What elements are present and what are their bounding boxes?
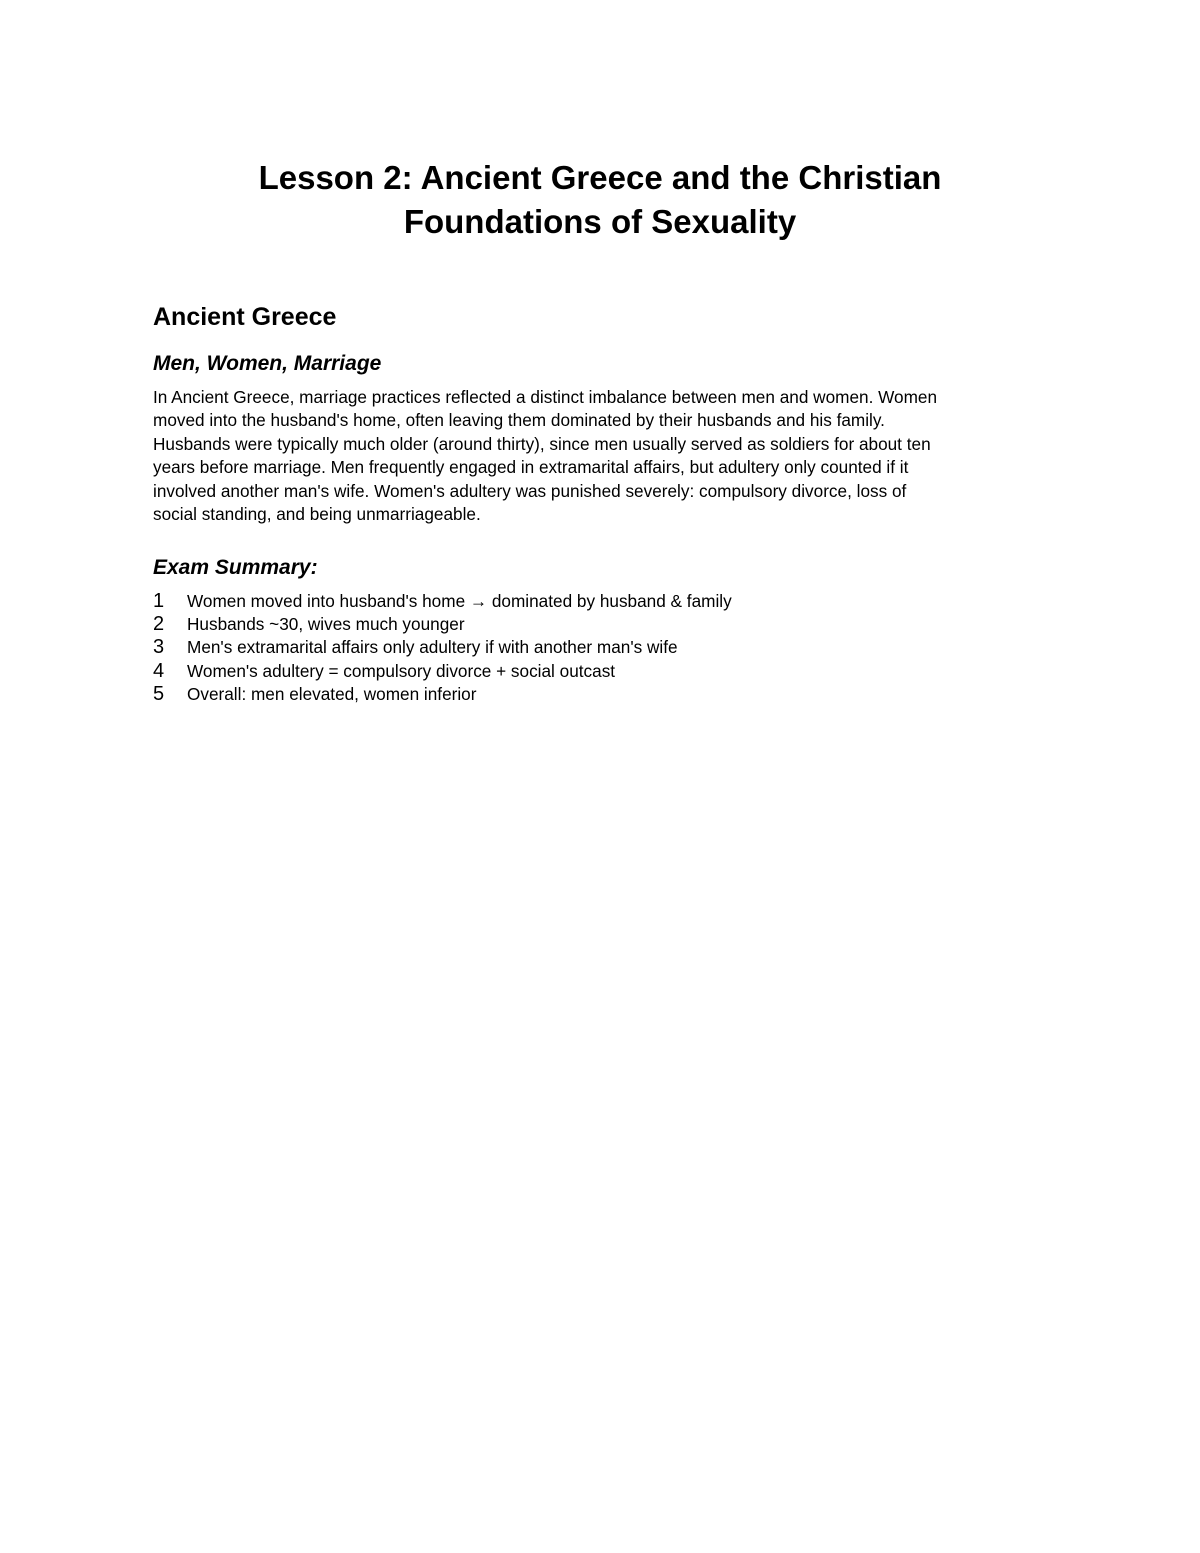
subheading-exam-summary: Exam Summary: [153, 556, 318, 579]
list-item-number: 5 [153, 682, 165, 705]
section-heading: Ancient Greece [153, 303, 337, 331]
list-item [153, 636, 732, 659]
title-line-2: Foundations of Sexuality [403, 203, 797, 240]
paragraph-line: years before marriage. Men frequently engaged in extramarital affairs, but adultery only counted if it [153, 457, 909, 478]
list-item-number: 1 [153, 590, 165, 612]
list-item-text: Husbands ~30, wives much younger [187, 614, 465, 635]
list-item-text: Women's adultery = compulsory divorce + social outcast [187, 660, 616, 681]
list-item [153, 660, 732, 683]
subheading-men-women-marriage: Men, Women, Marriage [153, 352, 382, 375]
list-item-text: Overall: men elevated, women inferior [187, 683, 477, 704]
list-item-number: 2 [153, 613, 165, 636]
document-title [0, 156, 1200, 244]
paragraph-line: involved another man's wife. Women's adultery was punished severely: compulsory divorce, loss of [153, 480, 907, 501]
paragraph-line: social standing, and being unmarriageable. [153, 504, 481, 525]
paragraph-line: Husbands were typically much older (around thirty), since men usually served as soldiers for about ten [153, 433, 931, 454]
paragraph-line: moved into the husband's home, often leaving them dominated by their husbands and his family. [153, 410, 885, 431]
list-item [153, 613, 732, 636]
list-item-number: 4 [153, 659, 165, 682]
list-item-text: Women moved into husband's home → dominated by husband & family [187, 591, 732, 611]
list-item-number: 3 [153, 636, 165, 659]
list-item [153, 683, 732, 706]
paragraph-line: In Ancient Greece, marriage practices reflected a distinct imbalance between men and women. Women [153, 387, 938, 407]
summary-list [153, 590, 732, 706]
body-paragraph [153, 386, 1053, 526]
title-line-1: Lesson 2: Ancient Greece and the Christian [258, 159, 942, 196]
list-item-text: Men's extramarital affairs only adultery if with another man's wife [187, 637, 678, 658]
list-item [153, 590, 732, 613]
